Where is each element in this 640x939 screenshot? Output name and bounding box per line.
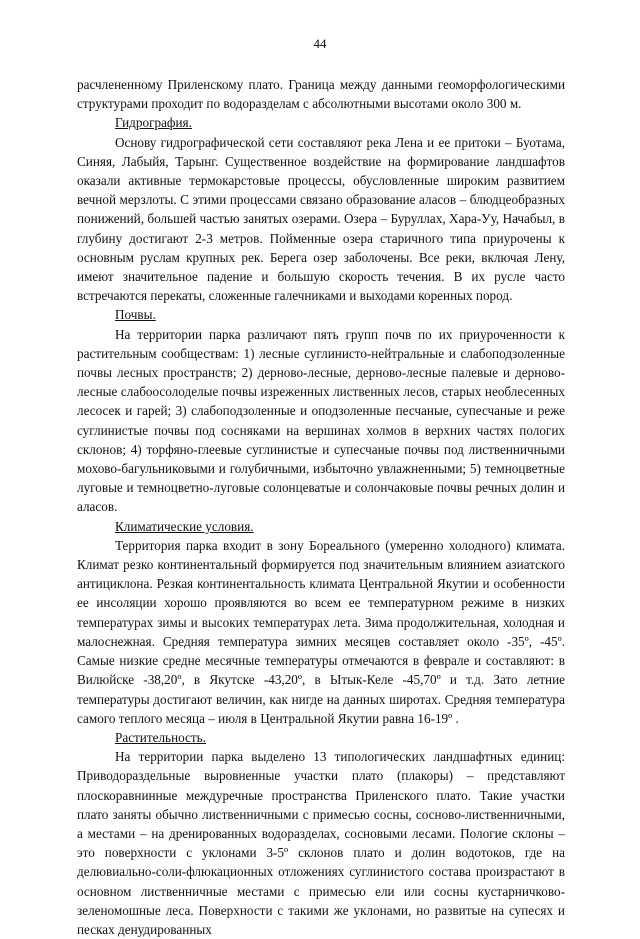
- paragraph-hydrography: Основу гидрографической сети составляют река Лена и ее притоки – Буотама, Синяя, Лабыйя, Тарынг. Существенное воздействие на формирование ландшафтов оказали активные термокарстовые процессы, обусловленные широким развитием вечной мерзлоты. С этими процессами связано образование аласов – блюдцеобразных понижений, большей частью занятых озерами. Озера – Буруллах, Хара-Уу, Начабыл, в глубину достигают 2-3 метров. Пойменные озера старичного типа приурочены к основным руслам крупных рек. Берега озер заболочены. Все реки, включая Лену, имеют значительное падение и большую скорость течения. В их русле часто встречаются перекаты, сложенные галечниками и выходами коренных пород.: [77, 134, 565, 304]
- heading-soils: Почвы.: [115, 307, 156, 323]
- paragraph-climate: Территория парка входит в зону Бореального (умеренно холодного) климата. Климат резко континентальный формируется под значительным влиянием азиатского антициклона. Резкая континентальность климата Центральной Якутии и особенности ее инсоляции хорошо проявляются во всем ее температурном режиме в низких температурах зимы и высоких температурах лета. Зима продолжительная, холодная и малоснежная. Средняя температура зимних месяцев составляет около -35º, -45º. Самые низкие средне месячные температуры отмечаются в феврале и составляют: в Вилюйске -38,20º, в Якутске -43,20º, в Ытык-Келе -45,70º и т.д. Зато летние температуры достигают величин, как нигде на данных широтах. Средняя температура самого теплого месяца – июля в Центральной Якутии равна 16-19º .: [77, 537, 565, 726]
- paragraph-soils: На территории парка различают пять групп почв по их приуроченности к растительным сообществам: 1) лесные суглинисто-нейтральные и слабоподзоленные почвы лесных пространств; 2) дерново-лесные, дерново-лесные палевые и дерново-лесные слабоосолоделые почвы изреженных лиственных лесов, старых необлесенных лесосек и гарей; 3) слабоподзоленные и оподзоленные песчаные, супесчаные и реже суглинистые почвы под сосняками на вершинах холмов в верхних частях пологих склонов; 4) торфяно-глеевые суглинистые и супесчаные почвы под лиственничными мохово-багульниковыми и голубичными, избыточно увлажненными; 5) темноцветные луговые и темноцветно-луговые солонцеватые и солончаковые почвы речных долин и аласов.: [77, 326, 565, 515]
- document-body: [77, 75, 565, 939]
- heading-vegetation: Растительность.: [115, 729, 206, 745]
- heading-climate: Климатические условия.: [115, 518, 254, 534]
- paragraph-geomorphology-end: расчлененному Приленскому плато. Граница между данными геоморфологическими структурами проходит по водоразделам с абсолютными высотами около 300 м.: [77, 77, 565, 112]
- paragraph-vegetation: На территории парка выделено 13 типологических ландшафтных единиц: Приводораздельные выровненные участки плато (плакоры) – представляют плоскоравнинные междуречные пространства Приленского плато. Такие участки плато заняты обычно лиственничными с примесью сосны, сосново-лиственничными, а местами – на дренированных водоразделах, сосновыми лесами. Пологие склоны – это поверхности с уклонами 3-5º склонов плато и долин водотоков, где на делювиально-соли-флюкационных отложениях суглинистого состава произрастают в основном лиственничные местами с примесью ели или сосны кустарничково-зеленомошные леса. Поверхности с такими же уклонами, но развитые на супесях и песках денудированных: [77, 749, 565, 937]
- page-number: 44: [313, 36, 327, 51]
- heading-hydrography: Гидрография.: [115, 115, 192, 131]
